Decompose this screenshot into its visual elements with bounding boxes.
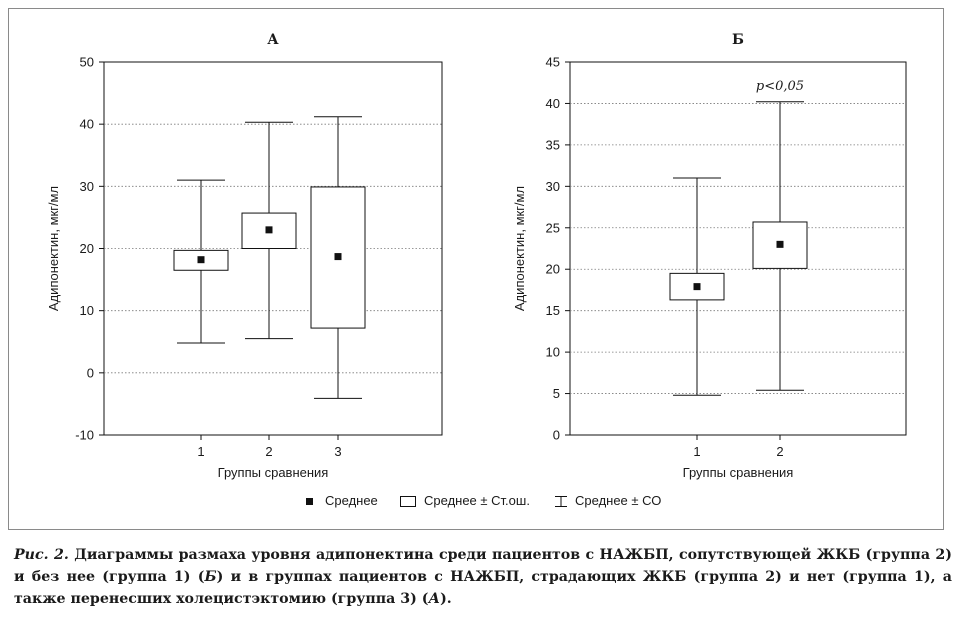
legend	[0, 493, 968, 513]
legend-se-label: Среднее ± Ст.ош.	[424, 493, 530, 508]
y-tick-label: 20	[545, 261, 560, 277]
caption-text-2: ) и в группах пациентов с НАЖБП, страдающих ЖКБ (группа 2) и нет (группа 1), а также перенесших холецистэктомию (группа 3) (	[14, 569, 952, 607]
y-tick-label: 30	[79, 178, 94, 194]
y-tick-label: 10	[545, 344, 560, 360]
legend-se-marker	[400, 496, 416, 507]
legend-mean-marker	[306, 498, 313, 505]
x-tick-label: 1	[197, 444, 205, 459]
y-tick-label: 10	[79, 303, 94, 319]
x-tick-label: 2	[265, 444, 273, 459]
y-tick-label: 25	[545, 220, 560, 236]
significance-annotation: p<0,05	[755, 78, 805, 94]
y-tick-label: 0	[86, 365, 94, 381]
y-tick-label: 35	[545, 137, 560, 153]
box-group-3	[311, 117, 365, 399]
x-axis-label: Группы сравнения	[682, 465, 794, 480]
y-tick-label: 0	[552, 427, 560, 443]
caption-ref-b: Б	[204, 569, 217, 585]
x-axis-label: Группы сравнения	[217, 465, 329, 480]
x-tick-label: 3	[334, 444, 342, 459]
mean-marker	[266, 226, 273, 233]
mean-marker	[694, 283, 701, 290]
y-tick-label: 5	[552, 386, 560, 402]
box-group-2	[753, 79, 807, 390]
y-tick-label: 20	[79, 241, 94, 256]
y-axis-label: Адипонектин, мкг/мл	[46, 185, 61, 312]
y-tick-label: 40	[545, 95, 560, 111]
y-axis-label: Адипонектин, мкг/мл	[512, 185, 527, 312]
mean-marker	[335, 253, 342, 260]
legend-sd	[553, 493, 661, 508]
box-group-2	[242, 122, 296, 338]
legend-se	[400, 493, 530, 508]
caption-label: Рис. 2.	[14, 547, 69, 563]
y-tick-label: 40	[79, 116, 94, 132]
legend-mean	[306, 493, 378, 508]
chart-title: А	[267, 32, 279, 48]
y-tick-label: -10	[75, 427, 94, 443]
box-group-1	[174, 180, 228, 343]
x-tick-label: 2	[776, 444, 784, 459]
figure-caption	[14, 544, 952, 610]
box-group-1	[670, 178, 724, 395]
legend-sd-label: Среднее ± СО	[575, 493, 662, 508]
legend-sd-marker	[553, 495, 569, 508]
caption-text-3: ).	[440, 591, 452, 607]
y-tick-label: 30	[545, 178, 560, 194]
y-tick-label: 15	[545, 303, 560, 319]
y-tick-label: 45	[545, 54, 560, 70]
chart-a	[46, 32, 442, 480]
caption-text-1: Диаграммы размаха уровня адипонектина среди пациентов с НАЖБП, сопутствующей ЖКБ (группа 2) и без нее (группа 1) (	[14, 547, 953, 585]
plot-area	[570, 62, 906, 435]
mean-marker	[198, 256, 205, 263]
caption-ref-a: А	[428, 591, 441, 607]
legend-mean-label: Среднее	[325, 493, 378, 508]
chart-title: Б	[732, 32, 744, 48]
x-tick-label: 1	[693, 444, 701, 459]
y-tick-label: 50	[79, 54, 94, 70]
mean-marker	[777, 241, 784, 248]
chart-b	[512, 32, 906, 480]
